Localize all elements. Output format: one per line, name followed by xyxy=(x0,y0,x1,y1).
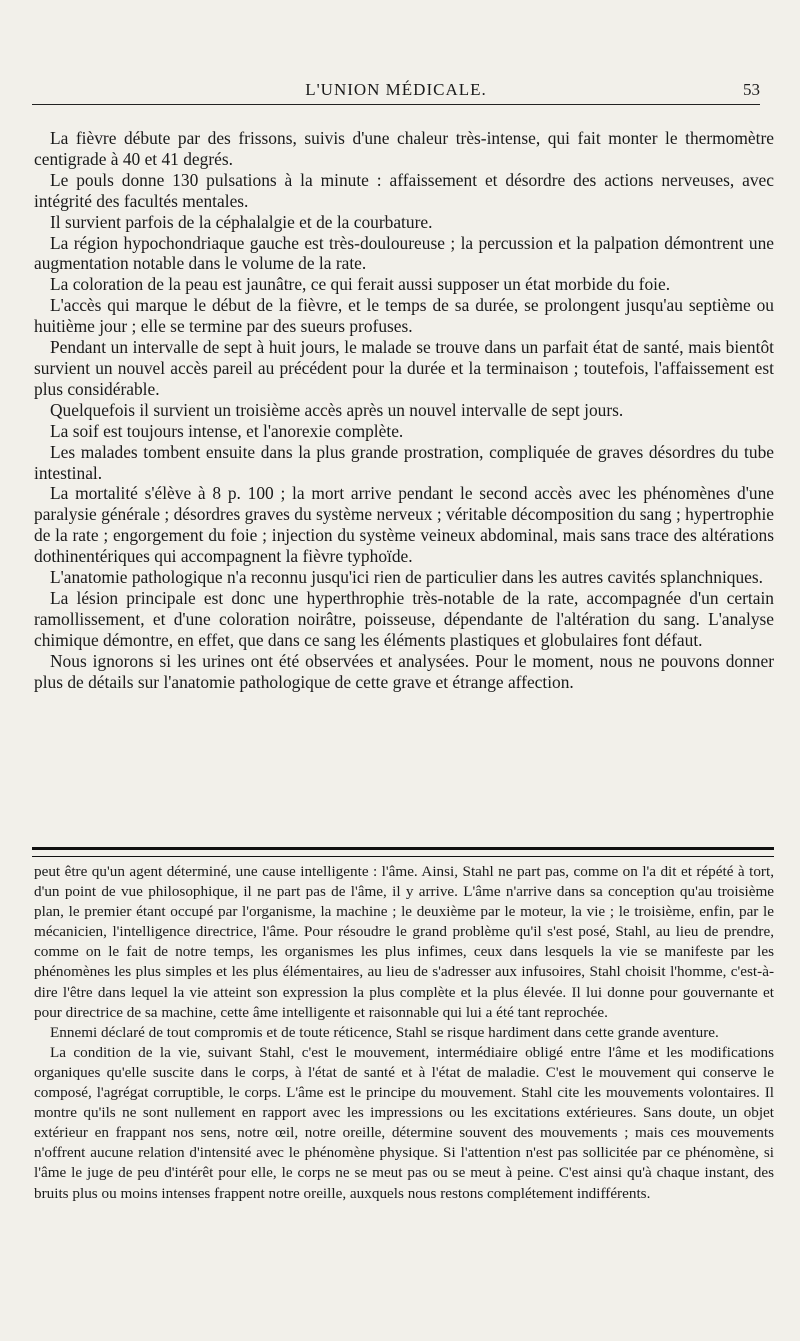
paragraph: La soif est toujours intense, et l'anorexie complète. xyxy=(50,420,404,441)
upper-article xyxy=(34,128,774,692)
paragraph: Nous ignorons si les urines ont été observées et analysées. Pour le moment, nous ne pouvons donner plus de détails sur l'anatomie pathologique de cette grave et étrange affection. xyxy=(34,650,774,692)
paragraph: Le pouls donne 130 pulsations à la minute : affaissement et désordre des actions nerveuses, avec intégrité des facultés mentales. xyxy=(34,169,774,211)
paragraph: L'accès qui marque le début de la fièvre, et le temps de sa durée, se prolongent jusqu'au septième ou huitième jour ; elle se termine par des sueurs profuses. xyxy=(34,295,774,337)
journal-title: L'UNION MÉDICALE. xyxy=(305,80,487,99)
feuilleton-text xyxy=(34,862,774,1204)
paragraph: Quelquefois il survient un troisième accès après un nouvel intervalle de sept jours. xyxy=(50,399,624,420)
paragraph: L'anatomie pathologique n'a reconnu jusqu'ici rien de particulier dans les autres cavités splanchniques. xyxy=(50,567,764,588)
paragraph: Il survient parfois de la céphalalgie et de la courbature. xyxy=(50,211,433,232)
paragraph: Ennemi déclaré de tout compromis et de toute réticence, Stahl se risque hardiment dans cette grande aventure. xyxy=(50,1023,719,1041)
paragraph: La coloration de la peau est jaunâtre, ce qui ferait aussi supposer un état morbide du foie. xyxy=(50,274,671,295)
paragraph: La condition de la vie, suivant Stahl, c'est le mouvement, intermédiaire obligé entre l'âme et les modifications organiques qu'elle suscite dans le corps, à l'état de santé et à l'état de maladie. C'est le mouvement qui conserve le composé, l'agrégat corruptible, le corps. L'âme est le principe du mouvement. Stahl cite les mouvements volontaires. Il montre qu'ils ne sont nullement en rapport avec les impressions ou les excitations extérieures. Sans doute, un objet extérieur en frappant nos sens, notre œil, notre oreille, détermine souvent des mouvements ; mais ces mouvements n'offrent aucune relation d'intensité avec le phénomène physique. Si l'attention n'est pas sollicitée par ce phénomène, si l'âme le juge de peu d'intérêt pour elle, le corps ne se meut pas ou se meut à peine. C'est ainsi qu'à chaque instant, des bruits plus ou moins intenses frappent notre oreille, auxquels nous restons complétement indifférents. xyxy=(34,1043,774,1202)
paragraph: La fièvre débute par des frissons, suivis d'une chaleur très-intense, qui fait monter le thermomètre centigrade à 40 et 41 degrés. xyxy=(34,128,774,169)
header-rule xyxy=(32,104,760,105)
paragraph: Les malades tombent ensuite dans la plus grande prostration, compliquée de graves désordres du tube intestinal. xyxy=(34,441,774,483)
paragraph: La mortalité s'élève à 8 p. 100 ; la mort arrive pendant le second accès avec les phénomènes d'une paralysie générale ; désordres graves du système nerveux ; véritable décomposition du sang ; hypertrophie de la rate ; engorgement du foie ; injection du système veineux abdominal, mais sans trace des altérations dothinentériques qui accompagnent la fièvre typhoïde. xyxy=(34,483,774,567)
paragraph: La lésion principale est donc une hyperthrophie très-notable de la rate, accompagnée d'un certain ramollissement, et d'une coloration noirâtre, poisseuse, dépendante de l'altération du sang. L'analyse chimique démontre, en effet, que dans ce sang les éléments plastiques et globulaires font défaut. xyxy=(34,587,774,650)
paragraph: peut être qu'un agent déterminé, une cause intelligente : l'âme. Ainsi, Stahl ne part pas, comme on l'a dit et répété à tort, d'un point de vue philosophique, il ne part pas de l'âme, il y arrive. L'âme n'arrive dans sa conception qu'au troisième plan, le premier étant occupé par l'organisme, la machine ; le deuxième par le moteur, la vie ; le troisième, enfin, par le mécanicien, l'intelligence directrice, l'âme. Pour résoudre le grand problème qu'il s'est posé, Stahl, au lieu de prendre, comme on le fait de notre temps, les organismes les plus infimes, ceux dans lesquels la vie se manifeste par les phénomènes les plus simples et les plus élémentaires, au lieu de s'adresser aux infusoires, Stahl choisit l'homme, c'est-à-dire l'être dans lequel la vie atteint son expression la plus complète et la plus élevée. Il lui donne pour gouvernante et pour directrice de sa machine, cette âme intelligente et raisonnable qui lui a été tant reprochée. xyxy=(34,863,774,1021)
running-header xyxy=(32,80,760,104)
section-divider xyxy=(32,847,774,857)
paragraph: Pendant un intervalle de sept à huit jours, le malade se trouve dans un parfait état de santé, mais bientôt survient un nouvel accès pareil au précédent pour la durée et la terminaison ; toutefois, l'affaissement est plus considérable. xyxy=(34,337,774,399)
page-number: 53 xyxy=(743,80,760,99)
paragraph: La région hypochondriaque gauche est très-douloureuse ; la percussion et la palpation démontrent une augmentation notable dans le volume de la rate. xyxy=(34,232,774,274)
